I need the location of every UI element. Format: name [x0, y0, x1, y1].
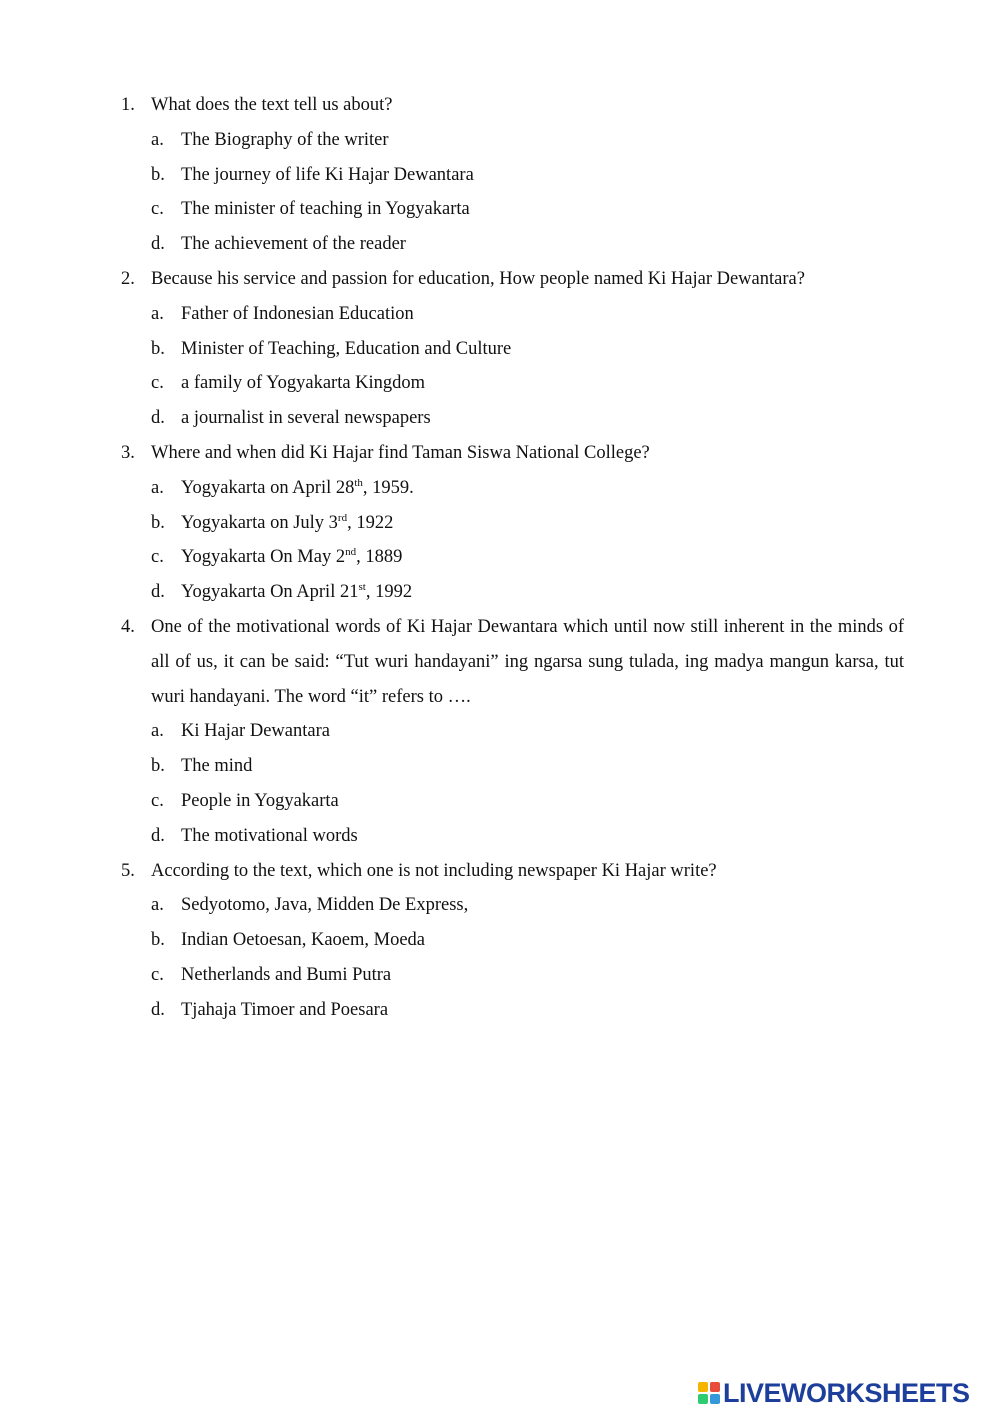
option-b[interactable] — [151, 158, 904, 193]
question-2 — [118, 262, 904, 436]
option-letter: a. — [151, 303, 164, 324]
option-list — [151, 888, 904, 1027]
option-a[interactable] — [151, 297, 904, 332]
option-text: Sedyotomo, Java, Midden De Express, — [181, 895, 469, 916]
option-text-year: , 1992 — [365, 582, 413, 603]
logo-wordmark: LIVEWORKSHEETS — [723, 1378, 970, 1408]
option-letter: b. — [151, 512, 165, 533]
question-text: One of the motivational words of Ki Hajar Dewantara which until now still inherent in the minds of all of us, it can be said: “Tut wuri handayani” ing ngarsa sung tulada, ing madya mangun karsa, tut wuri handayani. The word “it” refers to …. — [151, 616, 904, 707]
question-number: 3. — [121, 442, 135, 463]
option-letter: b. — [151, 164, 165, 185]
option-b[interactable] — [151, 506, 904, 541]
logo-grid-icon — [698, 1382, 720, 1404]
option-letter: d. — [151, 234, 165, 255]
option-b[interactable] — [151, 749, 904, 784]
question-1 — [118, 88, 904, 262]
option-letter: a. — [151, 895, 164, 916]
option-text: The mind — [181, 756, 253, 777]
option-text: Minister of Teaching, Education and Culture — [181, 338, 512, 359]
option-d[interactable] — [151, 575, 904, 610]
question-text: According to the text, which one is not including newspaper Ki Hajar write? — [151, 860, 717, 881]
option-d[interactable] — [151, 227, 904, 262]
option-text: Ki Hajar Dewantara — [181, 721, 330, 742]
option-text: The achievement of the reader — [181, 234, 406, 255]
question-text: Because his service and passion for education, How people named Ki Hajar Dewantara? — [151, 268, 805, 289]
option-letter: c. — [151, 199, 164, 220]
option-c[interactable] — [151, 192, 904, 227]
option-a[interactable] — [151, 888, 904, 923]
option-text: The journey of life Ki Hajar Dewantara — [181, 164, 474, 185]
option-text: The motivational words — [181, 825, 358, 846]
option-letter: b. — [151, 338, 165, 359]
option-letter: d. — [151, 825, 165, 846]
option-text: a journalist in several newspapers — [181, 408, 431, 429]
option-letter: c. — [151, 964, 164, 985]
logo-tile-3 — [698, 1394, 708, 1404]
option-a[interactable] — [151, 471, 904, 506]
option-list — [151, 714, 904, 853]
ordinal-suffix: nd — [345, 546, 357, 559]
option-text-main: Yogyakarta on April 28 — [181, 477, 355, 498]
option-text-year: , 1889 — [356, 547, 403, 568]
option-a[interactable] — [151, 123, 904, 158]
option-text: The Biography of the writer — [181, 129, 389, 150]
option-letter: d. — [151, 408, 165, 429]
question-5 — [118, 854, 904, 1028]
question-4 — [118, 610, 904, 854]
option-c[interactable] — [151, 958, 904, 993]
option-text: Indian Oetoesan, Kaoem, Moeda — [181, 930, 426, 951]
question-3 — [118, 436, 904, 610]
question-text: Where and when did Ki Hajar find Taman Siswa National College? — [151, 442, 650, 463]
option-text: Netherlands and Bumi Putra — [181, 964, 392, 985]
liveworksheets-logo — [698, 1378, 970, 1408]
option-text-year: , 1959. — [362, 477, 414, 498]
logo-tile-4 — [710, 1394, 720, 1404]
option-list — [151, 471, 904, 610]
option-d[interactable] — [151, 401, 904, 436]
option-b[interactable] — [151, 332, 904, 367]
option-d[interactable] — [151, 993, 904, 1028]
logo-tile-1 — [698, 1382, 708, 1392]
option-text-main: Yogyakarta On April 21 — [181, 582, 359, 603]
option-letter: d. — [151, 999, 165, 1020]
option-letter: b. — [151, 930, 165, 951]
ordinal-suffix: th — [354, 476, 363, 489]
question-text: What does the text tell us about? — [151, 95, 393, 115]
option-letter: c. — [151, 547, 164, 568]
logo-tile-2 — [710, 1382, 720, 1392]
option-b[interactable] — [151, 923, 904, 958]
option-text-year: , 1922 — [347, 512, 394, 533]
option-a[interactable] — [151, 714, 904, 749]
option-text-main: Yogyakarta On May 2 — [181, 547, 346, 568]
option-letter: d. — [151, 582, 165, 603]
option-letter: a. — [151, 129, 164, 150]
option-c[interactable] — [151, 366, 904, 401]
ordinal-suffix: st — [358, 581, 366, 594]
option-c[interactable] — [151, 540, 904, 575]
ordinal-suffix: rd — [337, 511, 348, 524]
question-list — [118, 88, 904, 1028]
option-text: Father of Indonesian Education — [181, 303, 414, 324]
option-text: a family of Yogyakarta Kingdom — [181, 373, 426, 394]
question-number: 5. — [121, 860, 135, 881]
option-d[interactable] — [151, 819, 904, 854]
option-text-main: Yogyakarta on July 3 — [181, 512, 338, 533]
option-letter: c. — [151, 790, 164, 811]
option-text: The minister of teaching in Yogyakarta — [181, 199, 470, 220]
option-list — [151, 297, 904, 436]
option-c[interactable] — [151, 784, 904, 819]
option-text: Tjahaja Timoer and Poesara — [181, 999, 389, 1020]
question-number: 1. — [121, 95, 135, 115]
option-letter: b. — [151, 756, 165, 777]
option-letter: a. — [151, 477, 164, 498]
option-letter: a. — [151, 721, 164, 742]
question-number: 2. — [121, 268, 135, 289]
option-letter: c. — [151, 373, 164, 394]
option-text: People in Yogyakarta — [181, 790, 339, 811]
question-number: 4. — [121, 616, 135, 637]
option-list — [151, 123, 904, 262]
